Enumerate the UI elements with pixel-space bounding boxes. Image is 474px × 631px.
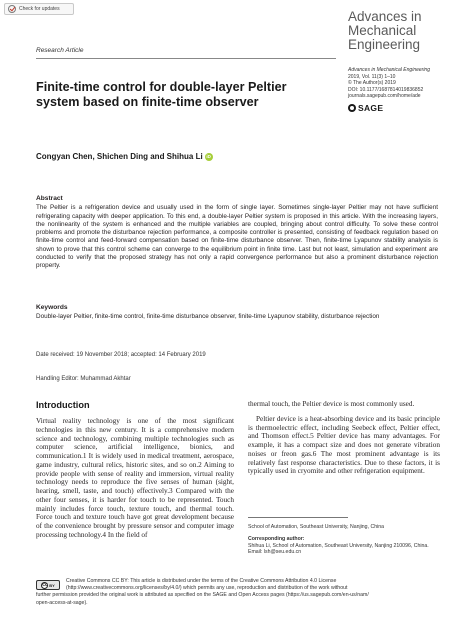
corresponding-author-label: Corresponding author: [248,535,305,542]
journal-meta-url[interactable]: journals.sagepub.com/home/ade [348,93,421,100]
license-line-2[interactable]: (http://www.creativecommons.org/licenses/by/4.0/) which permits any use, reproduction and distribution of the work without [66,585,348,592]
publisher-name: SAGE [358,103,384,113]
journal-name-line3: Engineering [348,37,421,52]
keywords-text: Double-layer Peltier, finite-time control, finite-time disturbance observer, finite-time Lyapunov stability, disturbance rejection [36,313,380,321]
license-footer [36,578,440,607]
article-type: Research Article [36,47,84,54]
check-for-updates-badge[interactable] [4,3,74,15]
journal-name-line2: Mechanical [348,23,417,38]
received-dates: Date received: 19 November 2018; accepted: 14 February 2019 [36,352,206,358]
journal-meta [348,67,472,100]
journal-name-line1: Advances in [348,9,422,24]
intro-heading: Introduction [36,400,90,410]
sage-logo-icon [348,104,356,112]
intro-paragraph-1: Virtual reality technology is one of the most significant technologies in this new century. It is a comprehensive modern science and technology, combining multiple technologies such as computer science, artificial intelligence, bionics, and communication.1 It is widely used in medical treatment, aerospace, game industry, cultural relics, historic sites, and so on.2 Aiming to provide people with sense of reality and immersion, virtual reality technology needs to reproduce the five senses of human (sight, hearing, smell, taste, and touch) effectively.3 Compared with the other four senses, it is harder for touch to be represented. Touch mainly includes force touch, texture touch, and thermal touch. Force touch and texture touch have got great development because of the convenience brought by pressure sensor and computer image processing technology.4 In the field of [36,417,234,539]
journal-name [348,10,468,52]
intro-right-column [248,400,440,476]
license-line-1: Creative Commons CC BY: This article is distributed under the terms of the Creative Commons Attribution 4.0 License [66,578,337,584]
journal-meta-volume: 2019, Vol. 11(3) 1–10 [348,73,396,80]
orcid-icon[interactable]: iD [206,153,211,159]
publisher-logo [348,103,383,113]
journal-meta-copyright: © The Author(s) 2019 [348,80,396,87]
journal-meta-doi[interactable]: DOI: 10.1177/1687814019836852 [348,86,424,93]
check-updates-icon [8,5,16,13]
intro-paragraph-3: Peltier device is a heat-absorbing device and its basic principle is thermoelectric effect, including Seebeck effect, Peltier effect, and Thomson effect.5 Peltier device has many advantages. For example, it has a compact size and does not generate vibration noises or freon gas.6 The most prominent advantage is its relatively fast response characteristics. Due to these factors, it is typically used in cryomite and other refrigeration equipment. [248,414,440,476]
cc-by-label: BY [49,582,55,588]
corresponding-author-email[interactable]: Email: lsh@seu.edu.cn [248,549,302,556]
affiliation-block [248,524,440,556]
intro-left-column [36,400,234,540]
keywords-heading: Keywords [36,304,68,311]
intro-paragraph-2: thermal touch, the Peltier device is most commonly used. [248,400,415,408]
corresponding-author-address: Shihua Li, School of Automation, Southeast University, Nanjing 210096, China. [248,542,429,549]
author-list [36,152,336,161]
cc-label: cc [42,581,48,588]
handling-editor: Handling Editor: Muhammad Akhtar [36,376,131,382]
header-divider [36,58,336,59]
authors-text: Congyan Chen, Shichen Ding and Shihua Li [36,152,203,161]
journal-meta-title: Advances in Mechanical Engineering [348,67,430,73]
article-title: Finite-time control for double-layer Peltier system based on finite-time observer [36,80,287,109]
abstract-text: The Peltier is a refrigeration device and usually used in the form of single layer. Sometimes single-layer Peltier may not have sufficient refrigerating capacity with deeper application. To this end, a double-layer Peltier system is proposed in this article. With the increasing layers, the nonlinearity of the system is enhanced and the multiple variables are coupled, bringing about control difficulty. To solve these control problems and promote the disturbance rejection performance, a composite controller is presented, consisting of feedback regulation based on finite-time control and feed-forward compensation based on finite-time disturbance observer. Then, finite-time Lyapunov stability analysis is shown to prove that this control scheme can converge to the equilibrium point in finite time. Last but not least, simulation and experiment are conducted to verify that the proposed strategy has not only a rapid convergence performance but also a prominent disturbance rejection property. [36,204,438,269]
check-updates-label: Check for updates [19,6,60,12]
license-line-4: open-access-at-sage). [36,599,88,606]
affiliation-school: School of Automation, Southeast University, Nanjing, China [248,524,385,530]
license-line-3[interactable]: further permission provided the original work is attributed as specified on the SAGE and Open Access pages (https://us.sagepub.com/en-us/nam/ [36,592,369,599]
keywords-section [36,304,438,321]
affiliation-divider [248,517,348,518]
abstract-section [36,195,438,270]
abstract-heading: Abstract [36,195,63,202]
